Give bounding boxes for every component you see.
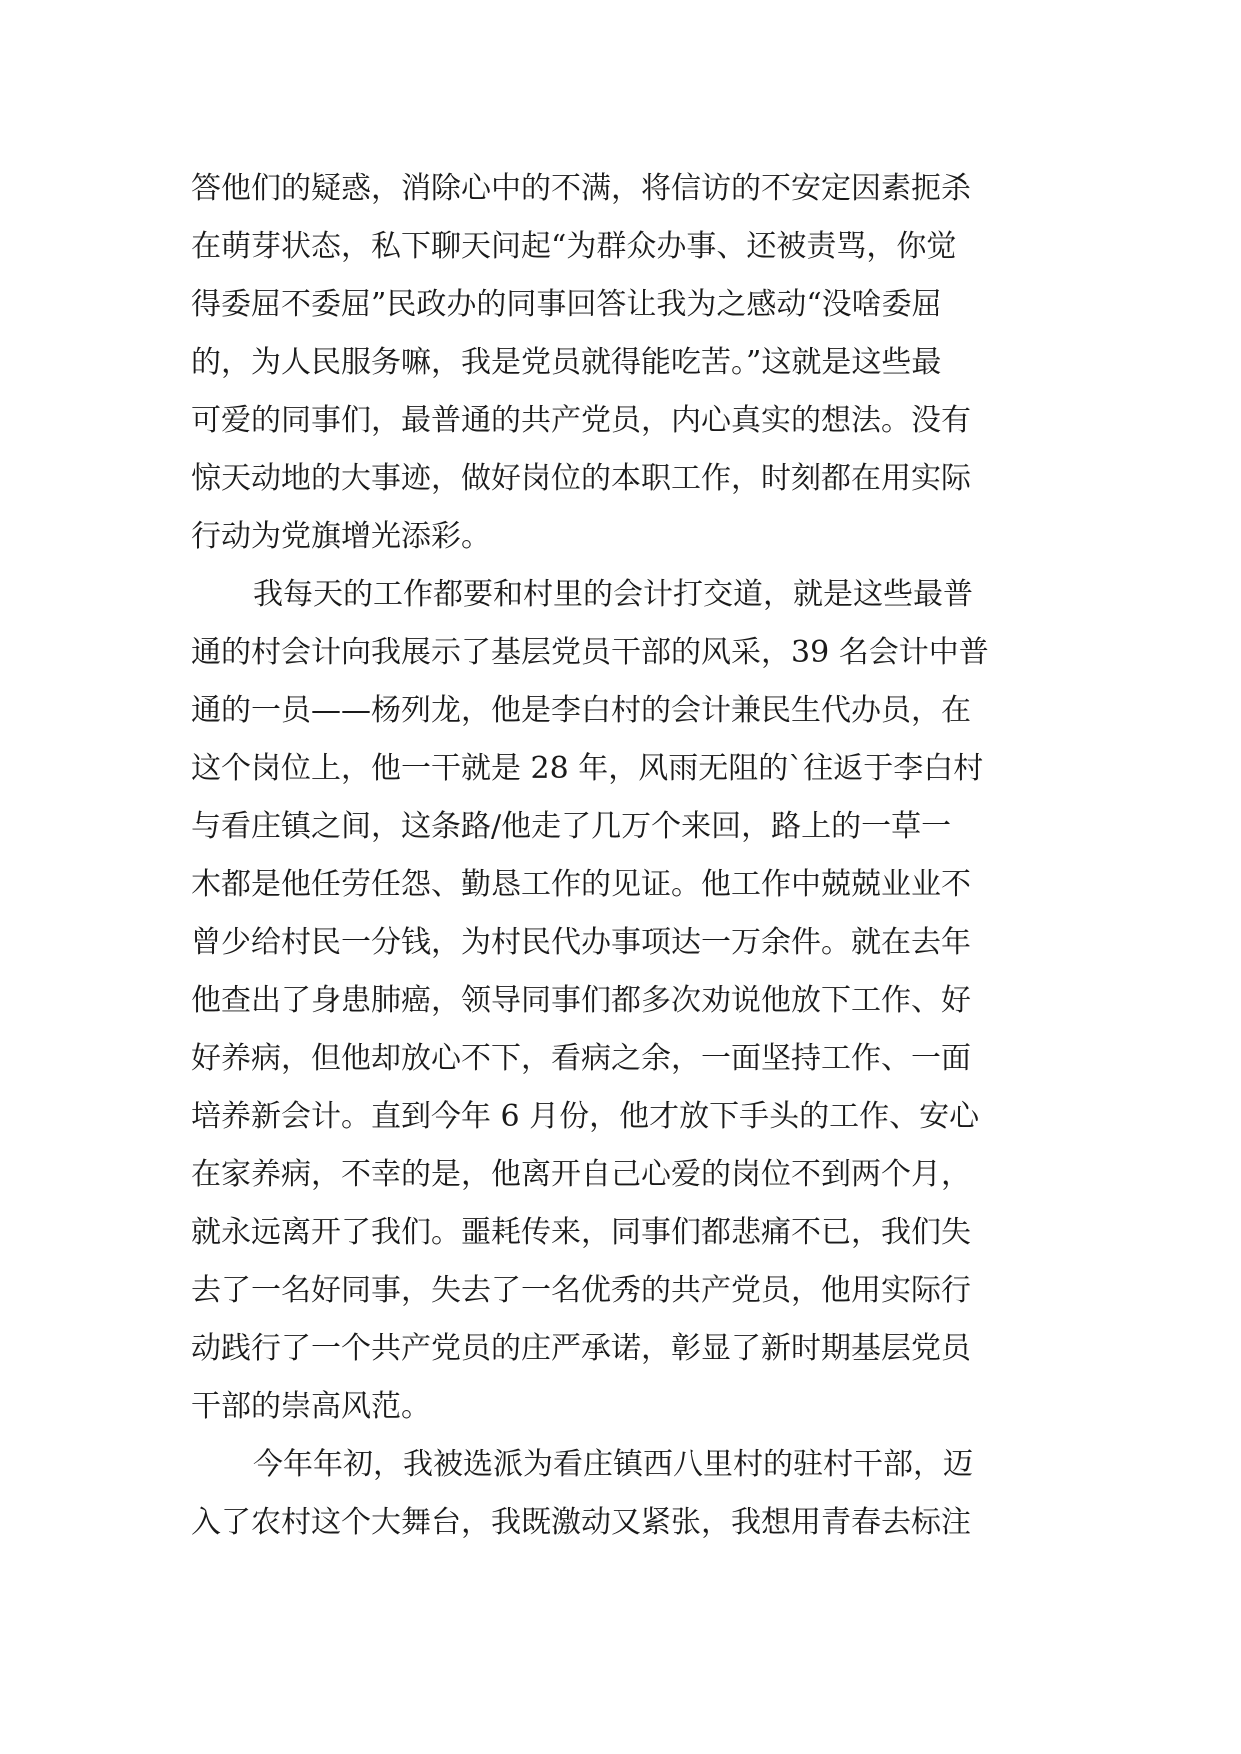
paragraph-line: 答他们的疑惑，消除心中的不满，将信访的不安定因素扼杀 [191, 171, 971, 206]
paragraph-line: 的，为人民服务嘛，我是党员就得能吃苦。”这就是这些最 [191, 345, 942, 380]
paragraph-line: 可爱的同事们，最普通的共产党员，内心真实的想法。没有 [191, 403, 971, 438]
paragraph-line: 入了农村这个大舞台，我既激动又紧张，我想用青春去标注 [191, 1505, 971, 1540]
paragraph-line: 干部的崇高风范。 [191, 1389, 431, 1424]
paragraph-line: 他查出了身患肺癌，领导同事们都多次劝说他放下工作、好 [191, 983, 971, 1018]
paragraph-line: 行动为党旗增光添彩。 [191, 519, 491, 554]
paragraph-line: 通的一员——杨列龙，他是李白村的会计兼民生代办员，在 [191, 693, 971, 728]
paragraph-line: 这个岗位上，他一干就是 28 年，风雨无阻的`往返于李白村 [191, 751, 984, 786]
paragraph-line: 在家养病，不幸的是，他离开自己心爱的岗位不到两个月， [191, 1157, 971, 1192]
paragraph-line: 培养新会计。直到今年 6 月份，他才放下手头的工作、安心 [191, 1099, 980, 1134]
paragraph-1 [191, 160, 1061, 566]
paragraph-first-line: 我每天的工作都要和村里的会计打交道，就是这些最普 [253, 577, 973, 612]
paragraph-first-line: 今年年初，我被选派为看庄镇西八里村的驻村干部，迈 [253, 1447, 973, 1482]
paragraph-line: 曾少给村民一分钱，为村民代办事项达一万余件。就在去年 [191, 925, 971, 960]
paragraph-3 [191, 1436, 1061, 1552]
paragraph-line: 木都是他任劳任怨、勤恳工作的见证。他工作中兢兢业业不 [191, 867, 971, 902]
paragraph-line: 就永远离开了我们。噩耗传来，同事们都悲痛不已，我们失 [191, 1215, 971, 1250]
paragraph-line: 好养病，但他却放心不下，看病之余，一面坚持工作、一面 [191, 1041, 971, 1076]
paragraph-line: 惊天动地的大事迹，做好岗位的本职工作，时刻都在用实际 [191, 461, 971, 496]
paragraph-line: 与看庄镇之间，这条路/他走了几万个来回，路上的一草一 [191, 809, 952, 844]
paragraph-line: 得委屈不委屈”民政办的同事回答让我为之感动“没啥委屈 [191, 287, 942, 322]
paragraph-line: 通的村会计向我展示了基层党员干部的风采，39 名会计中普 [191, 635, 989, 670]
paragraph-line: 去了一名好同事，失去了一名优秀的共产党员，他用实际行 [191, 1273, 971, 1308]
paragraph-2 [191, 566, 1061, 1436]
document-body [191, 160, 1061, 1552]
paragraph-line: 在萌芽状态，私下聊天问起“为群众办事、还被责骂，你觉 [191, 229, 957, 264]
paragraph-line: 动践行了一个共产党员的庄严承诺，彰显了新时期基层党员 [191, 1331, 971, 1366]
